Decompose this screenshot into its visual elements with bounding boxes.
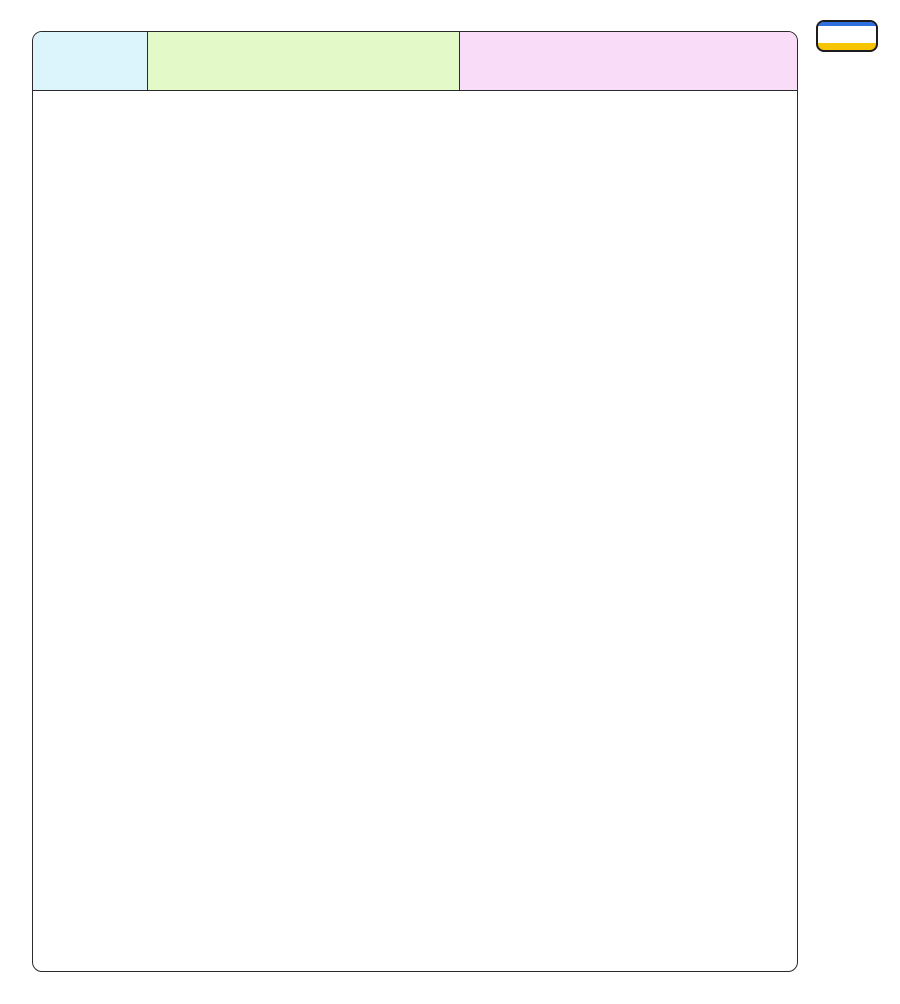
table-header-row bbox=[33, 32, 797, 91]
header-specialty bbox=[148, 32, 460, 90]
tuition-table bbox=[32, 31, 798, 972]
header-rank bbox=[33, 32, 148, 90]
header-price bbox=[460, 32, 797, 90]
buki-logo bbox=[816, 20, 878, 52]
